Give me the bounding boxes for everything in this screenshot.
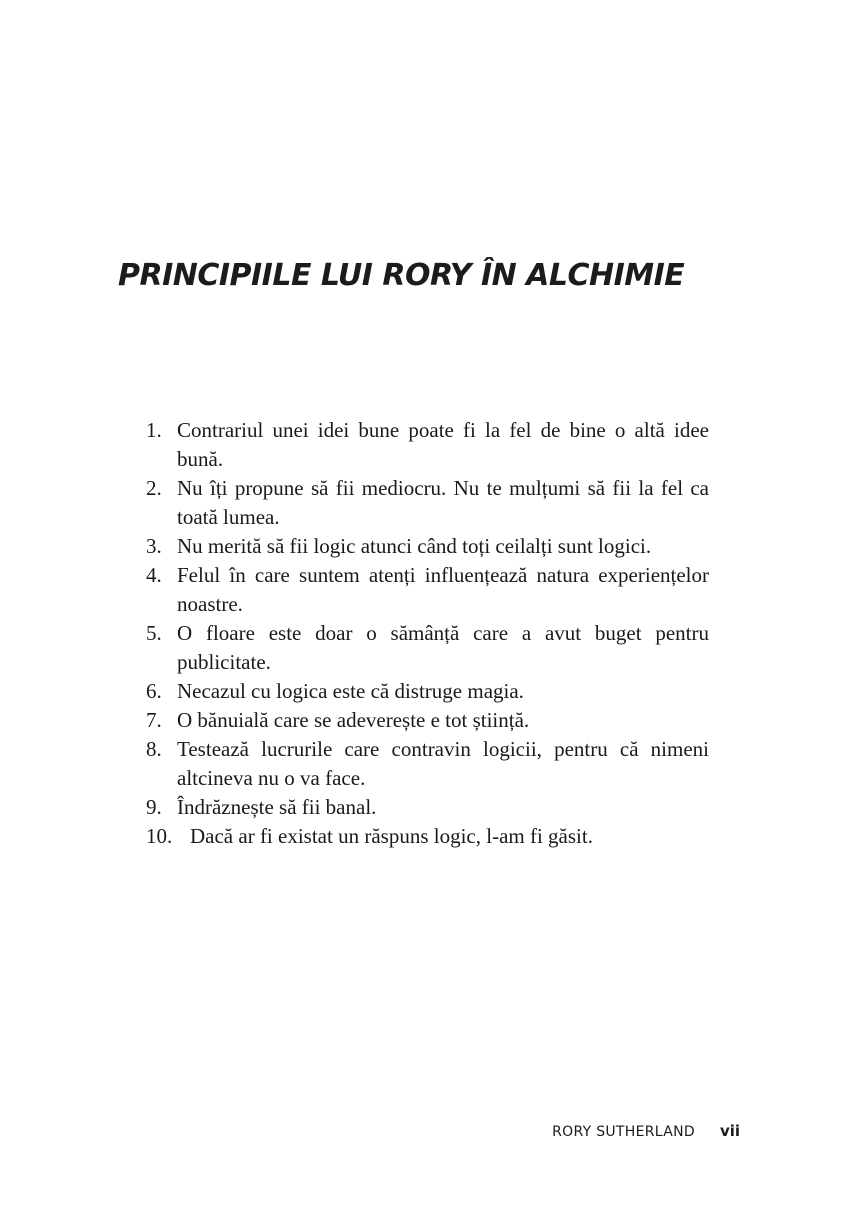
list-item (146, 822, 709, 851)
running-footer-author: RORY SUTHERLAND (552, 1124, 695, 1140)
principles-list (146, 416, 709, 851)
list-item (146, 416, 709, 474)
item-number: 7. (146, 708, 162, 732)
list-item (146, 619, 709, 677)
item-text: O floare este doar o sămânță care a avut buget pentru publicitate. (177, 621, 709, 674)
item-text: Îndrăznește să fii banal. (177, 795, 377, 819)
item-text: Testează lucrurile care contravin logicii, pentru că nimeni altcineva nu o va face. (177, 737, 709, 790)
item-text: Contrariul unei idei bune poate fi la fel de bine o altă idee bună. (177, 418, 709, 471)
list-item (146, 561, 709, 619)
item-number: 2. (146, 476, 162, 500)
item-number: 5. (146, 621, 162, 645)
item-text: O bănuială care se adeverește e tot știință. (177, 708, 530, 732)
list-item (146, 677, 709, 706)
item-text: Felul în care suntem atenți influențează natura experiențelor noastre. (177, 563, 709, 616)
item-text: Necazul cu logica este că distruge magia. (177, 679, 524, 703)
item-number: 8. (146, 737, 162, 761)
item-number: 9. (146, 795, 162, 819)
list-item (146, 532, 709, 561)
item-number: 6. (146, 679, 162, 703)
item-text: Nu merită să fii logic atunci când toți ceilalți sunt logici. (177, 534, 652, 558)
item-text: Dacă ar fi existat un răspuns logic, l-am fi găsit. (190, 824, 593, 848)
item-number: 4. (146, 563, 162, 587)
list-item (146, 793, 709, 822)
page-footer (552, 1122, 740, 1140)
list-item (146, 474, 709, 532)
item-number: 1. (146, 418, 162, 442)
item-text: Nu îți propune să fii mediocru. Nu te mulțumi să fii la fel ca toată lumea. (177, 476, 709, 529)
item-number: 3. (146, 534, 162, 558)
list-item (146, 706, 709, 735)
page-title: PRINCIPIILE LUI RORY ÎN ALCHIMIE (118, 258, 685, 293)
page-number: vii (719, 1122, 740, 1140)
item-number: 10. (146, 824, 173, 848)
list-item (146, 735, 709, 793)
